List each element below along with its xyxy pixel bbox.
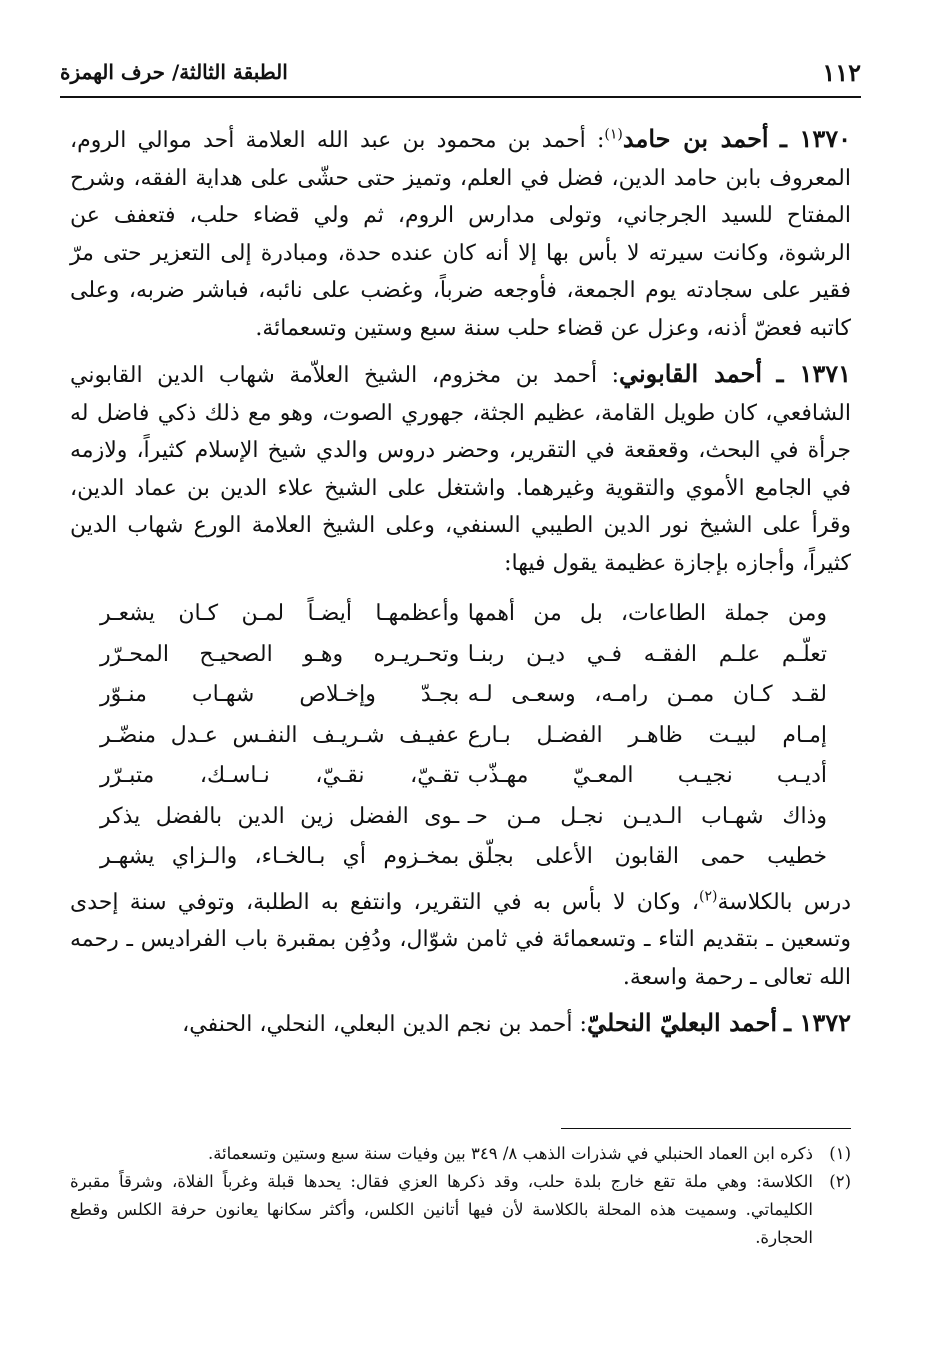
main-text [70, 120, 851, 1044]
entry-text: درس بالكلاسة [717, 889, 851, 915]
verse-second-hemistich: بجـدّ وإخـلاص شهـاب منـوّر [100, 682, 460, 707]
entry-number: ١٣٧١ ـ [776, 359, 852, 388]
entry-number: ١٣٧٢ ـ [784, 1008, 851, 1037]
entry-name: أحمد القابوني [618, 359, 763, 388]
verse-second-hemistich: تقـيّ، نقـيّ، نـاسـك، متبـرّر [100, 763, 460, 788]
poem [70, 594, 851, 878]
verse-first-hemistich: وذاك شهـاب الـديـن نجـل مـن حـ [467, 803, 827, 829]
entry-text: : أحمد بن مخزوم، الشيخ العلاّمة شهاب الدين القابوني الشافعي، كان طويل القامة، عظيم الجثة، جهوري الصوت، وهو مع ذلك ذكي فاضل له جرأة في البحث، وقعقعة في التقرير، وحضر دروس والدي شيخ الإسلام كثيراً، ولازمه في الجامع الأموي والتقوية وغيرهما. واشتغل على الشيخ علاء الدين بن عماد الدين، وقرأ على الشيخ نور الدين الطيبي السنفي، وعلى الشيخ العلامة الورع شهاب الدين كثيراً، وأجازه بإجازة عظيمة يقول فيها: [70, 363, 851, 576]
running-title: الطبقة الثالثة/ حرف الهمزة [60, 60, 288, 84]
header-rule [60, 96, 861, 98]
verse-second-hemistich: عفيـف شـريـف النفـس عـدل منضّـر [100, 722, 460, 748]
footnote [70, 1168, 851, 1252]
footnote-mark: (١) [829, 1144, 851, 1163]
verse-first-hemistich: لقـد كـان ممـن رامـه، وسعـى لـه [467, 682, 827, 707]
verse-second-hemistich: ـوى الفضل زين الدين بالفضل يذكر [100, 803, 460, 829]
entry-1372 [70, 1004, 851, 1044]
footnote-text: الكلاسة: وهي ملة تقع خارج بلدة حلب، وقد ذكرها العزي فقال: يحدها قبلة وغرباً الفلاة، وشرقاً مقبرة الكليماتي. وسميت هذه المحلة بالكلاسة لأن فيها أتانين الكلس، وأكثر سكانها يعانون حرفة الكلس وقطع الحجارة. [70, 1172, 813, 1247]
entry-1371 [70, 355, 851, 582]
poem-verse [70, 837, 851, 878]
poem-verse [70, 594, 851, 635]
verse-second-hemistich: وأعظمهـا أيضـاً لمـن كـان يشعـر [100, 601, 460, 626]
verse-second-hemistich: بمخـزوم أي بـالخـاء، والـزاي يشهـر [100, 844, 460, 869]
poem-verse [70, 675, 851, 716]
footnotes [70, 1140, 851, 1252]
entry-name: أحمد البعليّ النحليّ [586, 1008, 778, 1037]
page-header [60, 52, 861, 96]
verse-first-hemistich: أديـب نجيـب المعـيّ مهـذّب [467, 763, 827, 788]
verse-first-hemistich: ومن جملة الطاعات، بل من أهمها [467, 601, 827, 626]
poem-verse [70, 797, 851, 838]
footnote-ref: (٢) [699, 888, 718, 905]
footnote-rule [561, 1128, 851, 1129]
page-number: ١١٢ [822, 58, 861, 87]
poem-verse [70, 756, 851, 797]
footnote-ref: (١) [604, 126, 623, 143]
poem-verse [70, 635, 851, 676]
footnote [70, 1140, 851, 1168]
entry-1371-continued [70, 884, 851, 997]
footnote-text: ذكره ابن العماد الحنبلي في شذرات الذهب ٨/ ٣٤٩ بين وفيات سنة سبع وستين وتسعمائة. [207, 1144, 813, 1163]
entry-name: أحمد بن حامد [622, 124, 769, 153]
entry-1370 [70, 120, 851, 347]
entry-text: : أحمد بن نجم الدين البعلي، النحلي، الحنفي، [182, 1012, 587, 1037]
poem-verse [70, 716, 851, 757]
footnote-mark: (٢) [829, 1172, 851, 1191]
verse-second-hemistich: وتحـريـره وهـو الصحيـح المحـرّر [100, 641, 460, 667]
entry-text: ، وكان لا بأس به في التقرير، وانتفع به الطلبة، وتوفي سنة إحدى وتسعين ـ بتقديم التاء ـ وتسعمائة في ثامن شوّال، ودُفِن بمقبرة باب الفراديس ـ رحمه الله تعالى ـ رحمة واسعة. [70, 889, 851, 990]
verse-first-hemistich: تعلّـم علـم الفقـه فـي ديـن ربنـا [467, 641, 827, 667]
verse-first-hemistich: خطيب حمى القابون الأعلى بجلّق [467, 844, 827, 869]
entry-number: ١٣٧٠ ـ [779, 124, 852, 153]
verse-first-hemistich: إمـام لبيـت ظاهـر الفضـل بـارع [467, 722, 827, 748]
entry-text: : أحمد بن محمود بن عبد الله العلامة أحد موالي الروم، المعروف بابن حامد الدين، فضل في العلم، وتميز حتى حشّى على هداية الفقه، وشرح المفتاح للسيد الجرجاني، وتولى مدارس الروم، ثم ولي قضاء حلب، فتعفف عن الرشوة، وكانت سيرته لا بأس بها إلا أنه كان عنده حدة، ومبادرة إلى التعزير حتى مرّ فقير على سجادته يوم الجمعة، فأوجعه ضرباً، وغضب على نائبه، فباشر ضربه، وعلى كاتبه فعضّ أذنه، وعزل عن قضاء حلب سنة سبع وستين وتسعمائة. [70, 128, 851, 341]
